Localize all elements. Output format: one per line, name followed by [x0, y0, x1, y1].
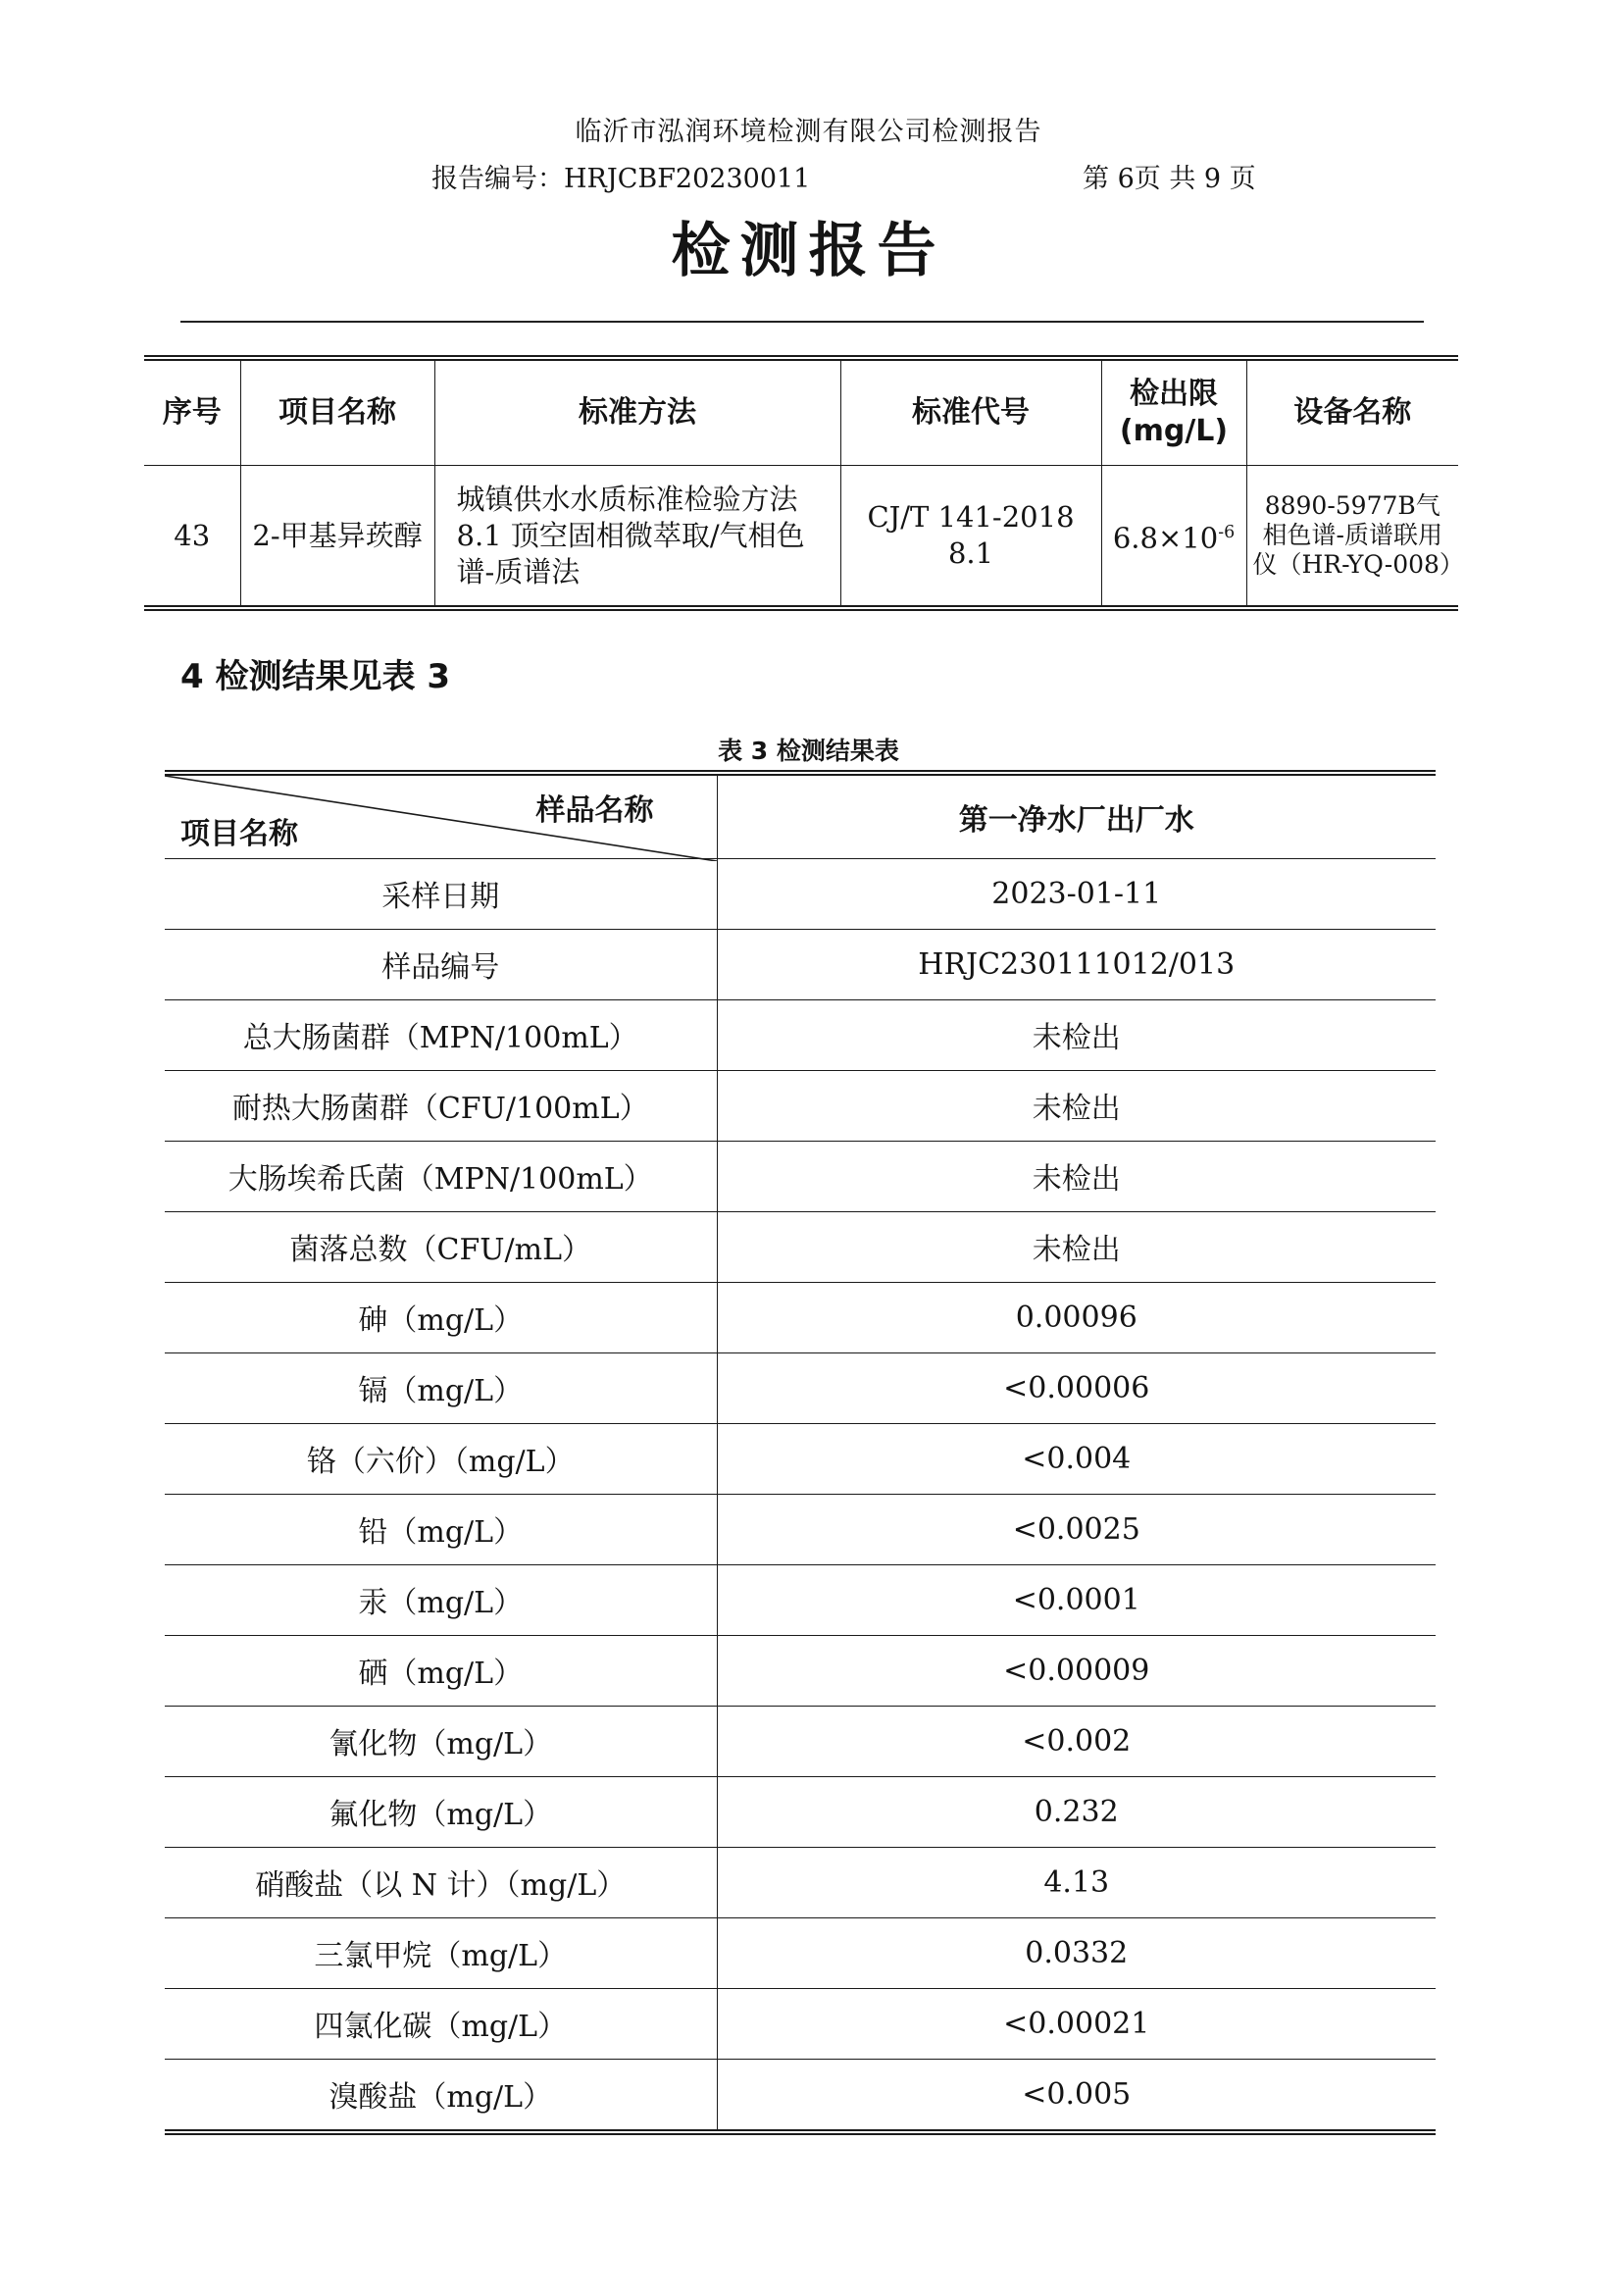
result-item: 三氯甲烷（mg/L） [165, 1917, 717, 1988]
result-value: <0.0025 [717, 1494, 1436, 1564]
result-item: 耐热大肠菌群（CFU/100mL） [165, 1070, 717, 1141]
page-title: 检测报告 [671, 217, 946, 285]
page-indicator: 第 6页 共 9 页 [1083, 164, 1256, 194]
table-row [165, 1211, 1436, 1282]
table-row [165, 929, 1436, 999]
result-value: 2023-01-11 [717, 858, 1436, 929]
section-heading: 4 检测结果见表 3 [180, 657, 450, 696]
result-item: 总大肠菌群（MPN/100mL） [165, 999, 717, 1070]
table-row [165, 1635, 1436, 1706]
result-value: 未检出 [717, 999, 1436, 1070]
result-value: <0.002 [717, 1706, 1436, 1776]
results-table-header [165, 773, 1436, 858]
result-item: 汞（mg/L） [165, 1564, 717, 1635]
result-value: 0.0332 [717, 1917, 1436, 1988]
result-item: 氰化物（mg/L） [165, 1706, 717, 1776]
result-value: <0.005 [717, 2059, 1436, 2132]
method-table-header [144, 358, 1458, 466]
title-divider [180, 321, 1424, 323]
col-header-limit-label: 检出限 [1130, 377, 1218, 411]
result-item: 样品编号 [165, 929, 717, 999]
result-value: 未检出 [717, 1211, 1436, 1282]
result-item: 硝酸盐（以 N 计）（mg/L） [165, 1847, 717, 1917]
result-value: 未检出 [717, 1070, 1436, 1141]
result-value: 未检出 [717, 1141, 1436, 1211]
row-code-line1: CJ/T 141-2018 [867, 500, 1075, 534]
result-value: 4.13 [717, 1847, 1436, 1917]
result-item: 铬（六价）（mg/L） [165, 1423, 717, 1494]
row-code-line2: 8.1 [947, 536, 994, 570]
table-row [165, 1282, 1436, 1352]
report-number: 报告编号：HRJCBF20230011 [431, 164, 811, 194]
row-device: 8890-5977B气相色谱-质谱联用仪（HR-YQ-008） [1246, 466, 1458, 609]
table-row [165, 858, 1436, 929]
col-header-device: 设备名称 [1246, 358, 1458, 466]
result-item: 采样日期 [165, 858, 717, 929]
col-header-limit-unit: (mg/L) [1119, 414, 1229, 448]
table-row [165, 1070, 1436, 1141]
table-row [165, 1141, 1436, 1211]
result-item: 镉（mg/L） [165, 1352, 717, 1423]
result-item: 砷（mg/L） [165, 1282, 717, 1352]
table-row [165, 2059, 1436, 2132]
method-table [144, 355, 1464, 611]
result-value: <0.00006 [717, 1352, 1436, 1423]
col-header-no: 序号 [144, 358, 240, 466]
row-code [840, 466, 1101, 609]
table-row [165, 1706, 1436, 1776]
table-row [165, 1847, 1436, 1917]
result-value: 0.00096 [717, 1282, 1436, 1352]
company-report-title: 临沂市泓润环境检测有限公司检测报告 [575, 117, 1042, 147]
table-row [165, 1564, 1436, 1635]
table-row [165, 999, 1436, 1070]
result-item: 四氯化碳（mg/L） [165, 1988, 717, 2059]
col-header-code: 标准代号 [840, 358, 1101, 466]
sample-name-header: 第一净水厂出厂水 [717, 773, 1436, 858]
result-value: <0.00009 [717, 1635, 1436, 1706]
result-item: 硒（mg/L） [165, 1635, 717, 1706]
result-value: <0.00021 [717, 1988, 1436, 2059]
col-header-item: 项目名称 [240, 358, 434, 466]
result-value: <0.004 [717, 1423, 1436, 1494]
table-row [165, 1917, 1436, 1988]
col-header-limit [1101, 358, 1246, 466]
row-method: 城镇供水水质标准检验方法 8.1 顶空固相微萃取/气相色谱-质谱法 [434, 466, 840, 609]
row-limit [1101, 466, 1246, 609]
table-row [165, 1423, 1436, 1494]
table-row [144, 466, 1458, 609]
col-header-method: 标准方法 [434, 358, 840, 466]
diag-sample-name-label: 样品名称 [535, 793, 654, 828]
result-value: HRJC230111012/013 [717, 929, 1436, 999]
row-limit-exp: -6 [1218, 522, 1236, 542]
result-item: 大肠埃希氏菌（MPN/100mL） [165, 1141, 717, 1211]
diagonal-header-cell [165, 773, 717, 858]
table-row [165, 1494, 1436, 1564]
result-value: <0.0001 [717, 1564, 1436, 1635]
table-row [165, 1988, 1436, 2059]
result-item: 菌落总数（CFU/mL） [165, 1211, 717, 1282]
row-no: 43 [144, 466, 240, 609]
result-item: 溴酸盐（mg/L） [165, 2059, 717, 2132]
row-item: 2-甲基异莰醇 [240, 466, 434, 609]
table-caption: 表 3 检测结果表 [718, 737, 899, 765]
row-limit-base: 6.8×10 [1112, 521, 1219, 555]
table-row [165, 1776, 1436, 1847]
result-item: 氟化物（mg/L） [165, 1776, 717, 1847]
result-value: 0.232 [717, 1776, 1436, 1847]
results-table [165, 770, 1436, 2135]
result-item: 铅（mg/L） [165, 1494, 717, 1564]
diag-item-name-label: 项目名称 [180, 816, 298, 851]
table-row [165, 1352, 1436, 1423]
